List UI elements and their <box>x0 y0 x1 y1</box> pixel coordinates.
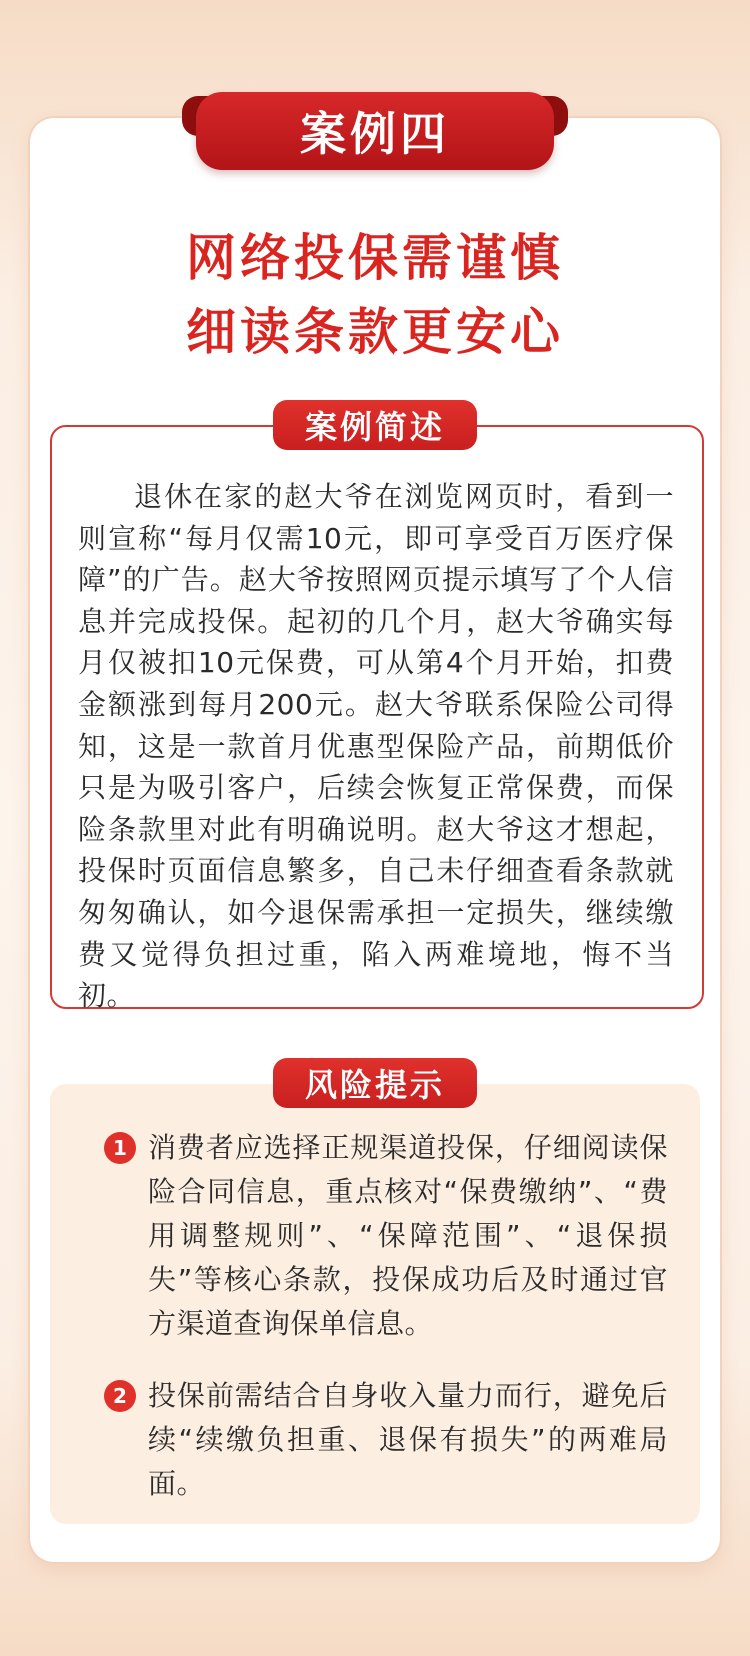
case-summary-label: 案例简述 <box>273 400 477 450</box>
case-number-title: 案例四 <box>300 107 450 161</box>
headline-line-2: 细读条款更安心 <box>186 303 564 361</box>
number-badge-icon: 1 <box>104 1132 136 1164</box>
risk-tip-text: 投保前需结合自身收入量力而行，避免后续“续缴负担重、退保有损失”的两难局面。 <box>148 1379 668 1500</box>
risk-tips-label: 风险提示 <box>273 1058 477 1108</box>
headline-line-1: 网络投保需谨慎 <box>186 229 564 287</box>
risk-tip-text: 消费者应选择正规渠道投保，仔细阅读保险合同信息，重点核对“保费缴纳”、“费用调整规则”、“保障范围”、“退保损失”等核心条款，投保成功后及时通过官方渠道查询保单信息。 <box>148 1131 668 1340</box>
number-badge-icon: 2 <box>104 1380 136 1412</box>
case-summary-text: 退休在家的赵大爷在浏览网页时，看到一则宣称“每月仅需10元，即可享受百万医疗保障”的广告。赵大爷按照网页提示填写了个人信息并完成投保。起初的几个月，赵大爷确实每月仅被扣10元保费，可从第4个月开始，扣费金额涨到每月200元。赵大爷联系保险公司得知，这是一款首月优惠型保险产品，前期低价只是为吸引客户，后续会恢复正常保费，而保险条款里对此有明确说明。赵大爷这才想起，投保时页面信息繁多，自己未仔细查看条款就匆匆确认，如今退保需承担一定损失，继续缴费又觉得负担过重，陷入两难境地，悔不当初。 <box>78 480 674 1013</box>
title-ribbon <box>196 92 554 170</box>
